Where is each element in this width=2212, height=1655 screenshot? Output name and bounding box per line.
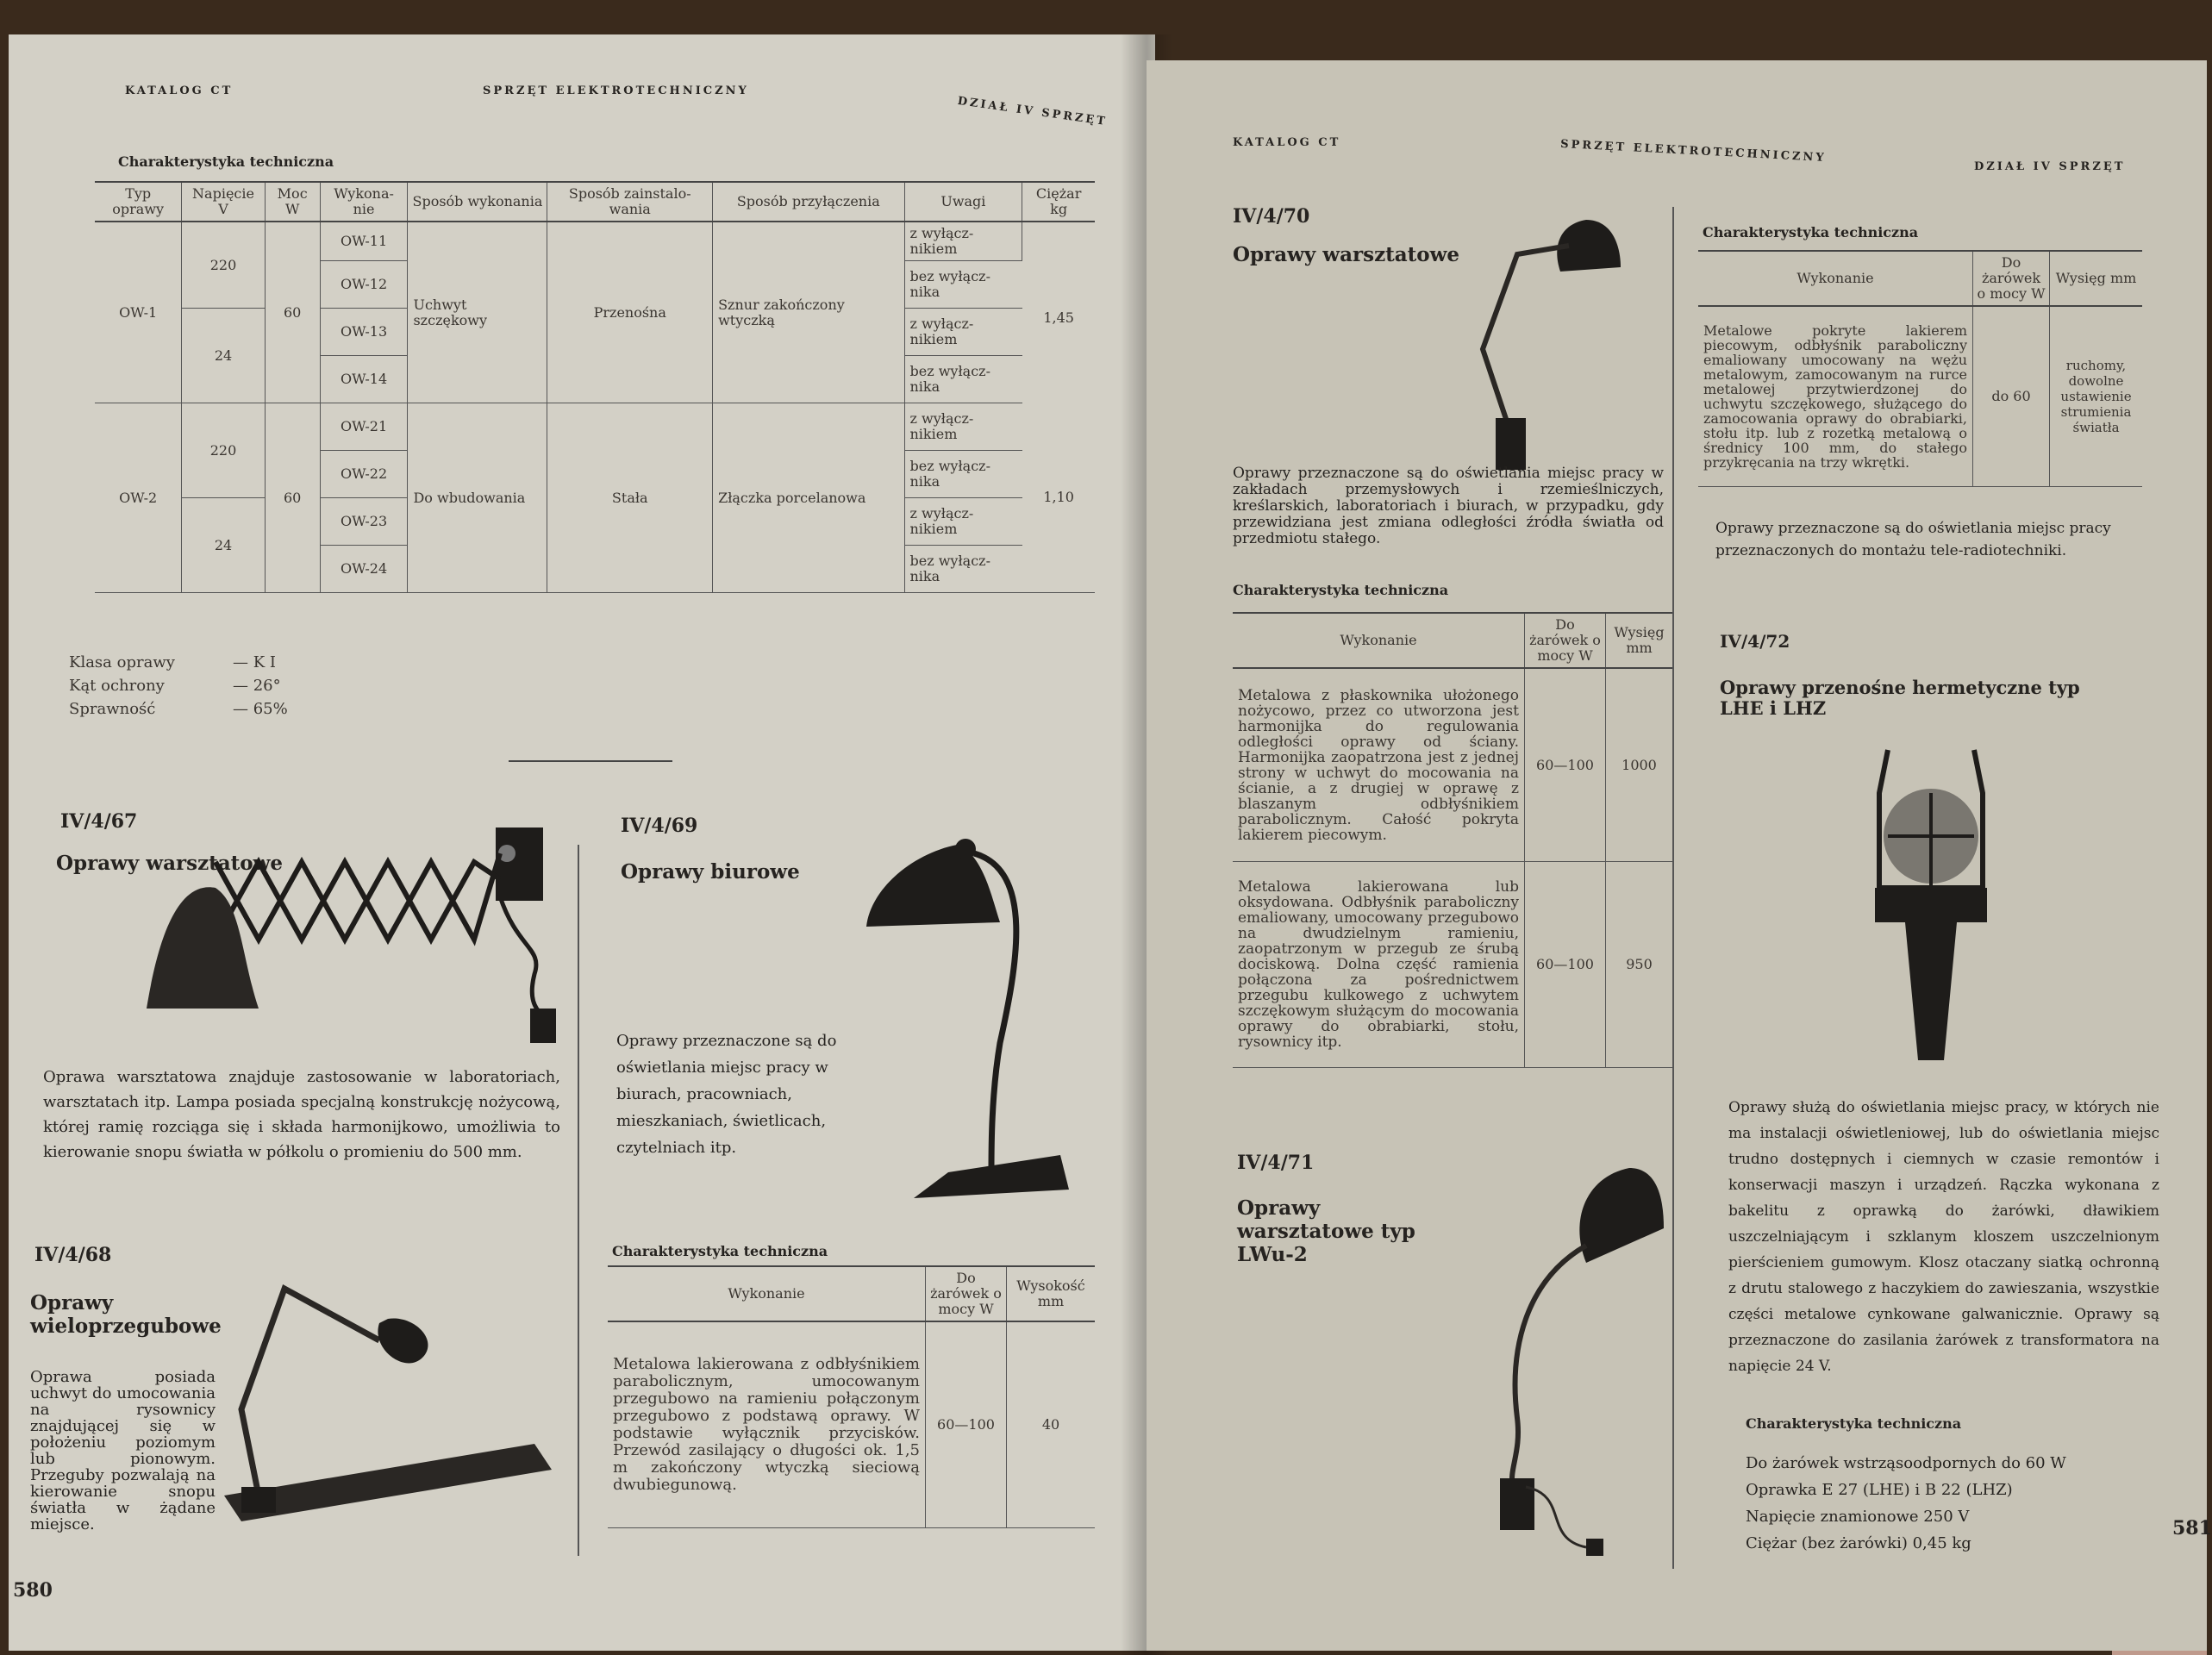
table-row xyxy=(95,222,1095,261)
wykonanie-cell: Metalowe pokryte lakierem piecowym, odbłyśnik paraboliczny emaliowany umocowany na wężu metalowym, zamocowanym na rurce metalowej przytwierdzonej do uchwytu szczękowego, służącego do zamocowania oprawy do obrabiarki, stołu itp. lub z rozetką metalową o średnicy 100 mm, do stałego przykręcania na trzy wkrętki. xyxy=(1698,306,1973,487)
moc-cell: do 60 xyxy=(1973,306,2050,487)
prop-key: Sprawność xyxy=(69,700,156,718)
uwagi-cell: bez wyłącz-nika xyxy=(904,546,1022,593)
right-spec-table xyxy=(1698,250,2142,487)
right-page xyxy=(1147,60,2212,1651)
wysieg-cell: 950 xyxy=(1606,862,1673,1068)
spec-line: Oprawka E 27 (LHE) i B 22 (LHZ) xyxy=(1746,1481,2013,1499)
variant-cell: OW-11 xyxy=(320,222,408,261)
right-spec-title: Charakterystyka techniczna xyxy=(1703,224,1919,240)
variant-cell: OW-12 xyxy=(320,261,408,309)
item72-spec-title: Charakterystyka techniczna xyxy=(1746,1415,1962,1432)
prop-value: — 65% xyxy=(233,700,288,718)
voltage-cell: 220 xyxy=(182,403,265,498)
item-title-67: Oprawy warsztatowe xyxy=(56,852,284,875)
scissor-lamp-image xyxy=(138,810,578,1060)
ciezar-cell xyxy=(1022,222,1095,593)
right-header-section: SPRZĘT ELEKTROTECHNICZNY xyxy=(1559,137,1827,166)
left-page xyxy=(9,34,1155,1651)
item-title-68: Oprawy wieloprzegubowe xyxy=(30,1291,222,1338)
sposob-cell: Do wbudowania xyxy=(408,403,547,593)
uwagi-cell: bez wyłącz-nika xyxy=(904,356,1022,403)
item-code-67: IV/4/67 xyxy=(60,810,138,833)
col-zainstalowanie: Sposób zainstalo-wania xyxy=(547,182,713,222)
column-separator xyxy=(1672,207,1674,1569)
item70-spec-table xyxy=(1233,612,1672,1068)
zainstalowanie-cell: Przenośna xyxy=(547,222,713,403)
item-text-67: Oprawa warsztatowa znajduje zastosowanie w laboratoriach, warsztatach itp. Lampa posiada specjalną konstrukcję nożycową, której ramię rozciąga się i składa harmonijkowo, umożliwia to kierowanie snopu światła w półkolu o promieniu do 500 mm. xyxy=(43,1068,560,1161)
gooseneck-lamp-image xyxy=(1491,1159,1681,1573)
item69-table-title: Charakterystyka techniczna xyxy=(612,1243,828,1259)
col-moc: Do żarówek o mocy W xyxy=(926,1266,1007,1321)
left-page-number: 580 xyxy=(13,1579,53,1602)
variant-cell: OW-13 xyxy=(320,309,408,356)
wykonanie-cell: Metalowa lakierowana z odbłyśnikiem parabolicznym, umocowanym przegubowo na ramieniu połączonym przegubowo z podstawą oprawy. W podstawie wyłącznik przycisków. Przewód zasilający o długości ok. 1,5 m zakończony wtyczką sieciową dwubiegunową. xyxy=(608,1321,926,1528)
uwagi-cell: z wyłącz-nikiem xyxy=(904,403,1022,451)
left-header-section: SPRZĘT ELEKTROTECHNICZNY xyxy=(483,84,749,97)
item72-spec-list xyxy=(1746,1450,2066,1557)
moc-cell: 60—100 xyxy=(1525,668,1606,862)
uwagi-cell: bez wyłącz-nika xyxy=(904,261,1022,309)
col-uwagi: Uwagi xyxy=(904,182,1022,222)
ciezar-1: 1,45 xyxy=(1043,309,1074,326)
prop-value: — 26° xyxy=(233,677,281,695)
wysieg-cell: 1000 xyxy=(1606,668,1673,862)
variant-cell: OW-21 xyxy=(320,403,408,451)
przylaczenie-cell: Złączka porcelanowa xyxy=(713,403,904,593)
wysokosc-cell: 40 xyxy=(1007,1321,1096,1528)
section-divider xyxy=(509,760,672,762)
col-wykonanie: Wykonanie xyxy=(1698,251,1973,306)
przylaczenie-cell: Sznur zakończony wtyczką xyxy=(713,222,904,403)
item-title-70: Oprawy warsztatowe xyxy=(1233,243,1460,266)
right-spec-note: Oprawy przeznaczone są do oświetlania miejsc pracy przeznaczonych do montażu tele-radiotechniki. xyxy=(1715,520,2111,559)
col-wysokosc: Wysokość mm xyxy=(1007,1266,1096,1321)
uwagi-cell: z wyłącz-nikiem xyxy=(904,498,1022,546)
col-wykonanie: Wykona-nie xyxy=(320,182,408,222)
item-text-70: Oprawy przeznaczone są do oświetlania miejsc pracy w zakładach przemysłowych i rzemieślniczych, kreślarskich, laboratoriach i biurach, w przypadku, gdy przewidziana jest zmiana odległości źródła światła od przedmiotu stałego. xyxy=(1233,465,1664,547)
uwagi-cell: z wyłącz-nikiem xyxy=(904,222,1022,261)
col-wykonanie: Wykonanie xyxy=(608,1266,926,1321)
wykonanie-cell: Metalowa z płaskownika ułożonego nożycowo, przez co utworzona jest harmonijka do regulowania odległości oprawy od ściany. Harmonijka zaopatrzona jest z jednej strony w uchwyt do mocowania na ścianie, a z drugiej w oprawę z blaszanym odbłyśnikiem parabolicznym. Całość pokryta lakierem piecowym. xyxy=(1233,668,1525,862)
col-napiecie: Napięcie V xyxy=(182,182,265,222)
col-wykonanie: Wykonanie xyxy=(1233,613,1525,668)
uwagi-cell: bez wyłącz-nika xyxy=(904,451,1022,498)
variant-cell: OW-22 xyxy=(320,451,408,498)
fixture-properties xyxy=(69,651,288,721)
sposob-cell: Uchwyt szczękowy xyxy=(408,222,547,403)
variant-cell: OW-14 xyxy=(320,356,408,403)
wykonanie-cell: Metalowa lakierowana lub oksydowana. Odbłyśnik paraboliczny emaliowany, umocowany przegubowo na dwudzielnym ramieniu, zaopatrzonym w przegub ze śrubą dociskową. Dolna część ramienia połączona za pośrednictwem przegubu kulkowego z uchwytem szczękowym służącym do mocowania oprawy do obrabiarki, stołu, rysownicy itp. xyxy=(1233,862,1525,1068)
table-row xyxy=(1233,668,1672,862)
item-code-69: IV/4/69 xyxy=(621,815,698,837)
spec-line: Do żarówek wstrząsoodpornych do 60 W xyxy=(1746,1454,2066,1472)
col-typ: Typ oprawy xyxy=(95,182,182,222)
typ-cell: OW-1 xyxy=(95,222,182,403)
spec-line: Ciężar (bez żarówki) 0,45 kg xyxy=(1746,1534,1971,1552)
col-sposob-wykonania: Sposób wykonania xyxy=(408,182,547,222)
col-moc: Do żarówek o mocy W xyxy=(1525,613,1606,668)
moc-cell: 60—100 xyxy=(926,1321,1007,1528)
spec-line: Napięcie znamionowe 250 V xyxy=(1746,1508,1970,1526)
item-text-68: Oprawa posiada uchwyt do umocowania na rysownicy znajdującej się w położeniu poziomym lub pionowym. Przeguby pozwalają na kierowanie snopu światła w żądane miejsce. xyxy=(30,1368,216,1533)
zainstalowanie-cell: Stała xyxy=(547,403,713,593)
item-title-72: Oprawy przenośne hermetyczne typ LHE i LHZ xyxy=(1720,677,2080,719)
articulated-lamp-image xyxy=(207,1237,569,1547)
prop-value: — K I xyxy=(233,653,277,671)
col-przylaczenie: Sposób przyłączenia xyxy=(713,182,904,222)
left-header-catalog: KATALOG CT xyxy=(125,84,234,97)
col-wysieg: Wysięg mm xyxy=(1606,613,1673,668)
item69-spec-table xyxy=(608,1265,1095,1528)
workshop-lamp-70-image xyxy=(1465,211,1638,496)
right-page-number: 581 xyxy=(2172,1517,2212,1539)
variant-cell: OW-23 xyxy=(320,498,408,546)
typ-cell: OW-2 xyxy=(95,403,182,593)
main-spec-table xyxy=(95,181,1095,593)
moc-cell: 60 xyxy=(265,222,320,403)
table-row xyxy=(608,1321,1095,1528)
left-table-title: Charakterystyka techniczna xyxy=(118,153,334,170)
wysieg-cell: ruchomy, dowolne ustawienie strumienia światła xyxy=(2050,306,2143,487)
voltage-cell: 220 xyxy=(182,222,265,309)
hermetic-lamp-image xyxy=(1862,741,2000,1069)
item-code-72: IV/4/72 xyxy=(1720,631,1790,652)
ciezar-2: 1,10 xyxy=(1043,488,1074,505)
item-title-69: Oprawy biurowe xyxy=(621,860,800,884)
right-header-catalog: KATALOG CT xyxy=(1233,136,1341,149)
prop-key: Klasa oprawy xyxy=(69,653,175,671)
table-row xyxy=(95,403,1095,451)
moc-cell: 60 xyxy=(265,403,320,593)
item-text-72: Oprawy służą do oświetlania miejsc pracy, w których nie ma instalacji oświetleniowej, lub do oświetlania miejsc trudno dostępnych i ciemnych w czasie remontów i konserwacji maszyn i urządzeń. Rączka wykonana z bakelitu z oprawką do żarówki, dławikiem uszczelniającym i szklanym kloszem uszczelnionym pierścieniem gumowym. Klosz otaczany siatką ochronną z drutu stalowego z haczykiem do zawieszania, wszystkie części metalowe cynkowane galwanicznie. Oprawy są przeznaczone do zasilania żarówek z transformatora na napięcie 24 V. xyxy=(1728,1099,2159,1375)
moc-cell: 60—100 xyxy=(1525,862,1606,1068)
col-moc: Do żarówek o mocy W xyxy=(1973,251,2050,306)
item-code-68: IV/4/68 xyxy=(34,1244,112,1266)
item70-table-title: Charakterystyka techniczna xyxy=(1233,582,1449,598)
table-row xyxy=(1698,306,2142,487)
col-moc: Moc W xyxy=(265,182,320,222)
uwagi-cell: z wyłącz-nikiem xyxy=(904,309,1022,356)
right-header-department: DZIAŁ IV SPRZĘT xyxy=(1974,160,2126,173)
item-text-69: Oprawy przeznaczone są do oświetlania miejsc pracy w biurach, pracowniach, mieszkaniach, świetlicach, czytelniach itp. xyxy=(616,1032,837,1157)
variant-cell: OW-24 xyxy=(320,546,408,593)
item-code-70: IV/4/70 xyxy=(1233,205,1310,228)
item-code-71: IV/4/71 xyxy=(1237,1152,1315,1174)
voltage-cell: 24 xyxy=(182,309,265,403)
prop-key: Kąt ochrony xyxy=(69,677,165,695)
col-wysieg: Wysięg mm xyxy=(2050,251,2143,306)
column-separator xyxy=(578,845,579,1556)
office-lamp-image xyxy=(862,828,1103,1207)
col-ciezar: Ciężar kg xyxy=(1022,182,1095,222)
voltage-cell: 24 xyxy=(182,498,265,593)
item-title-71: Oprawy warsztatowe typ LWu-2 xyxy=(1237,1196,1415,1266)
left-header-department: DZIAŁ IV SPRZĘT xyxy=(956,94,1109,129)
table-row xyxy=(1233,862,1672,1068)
